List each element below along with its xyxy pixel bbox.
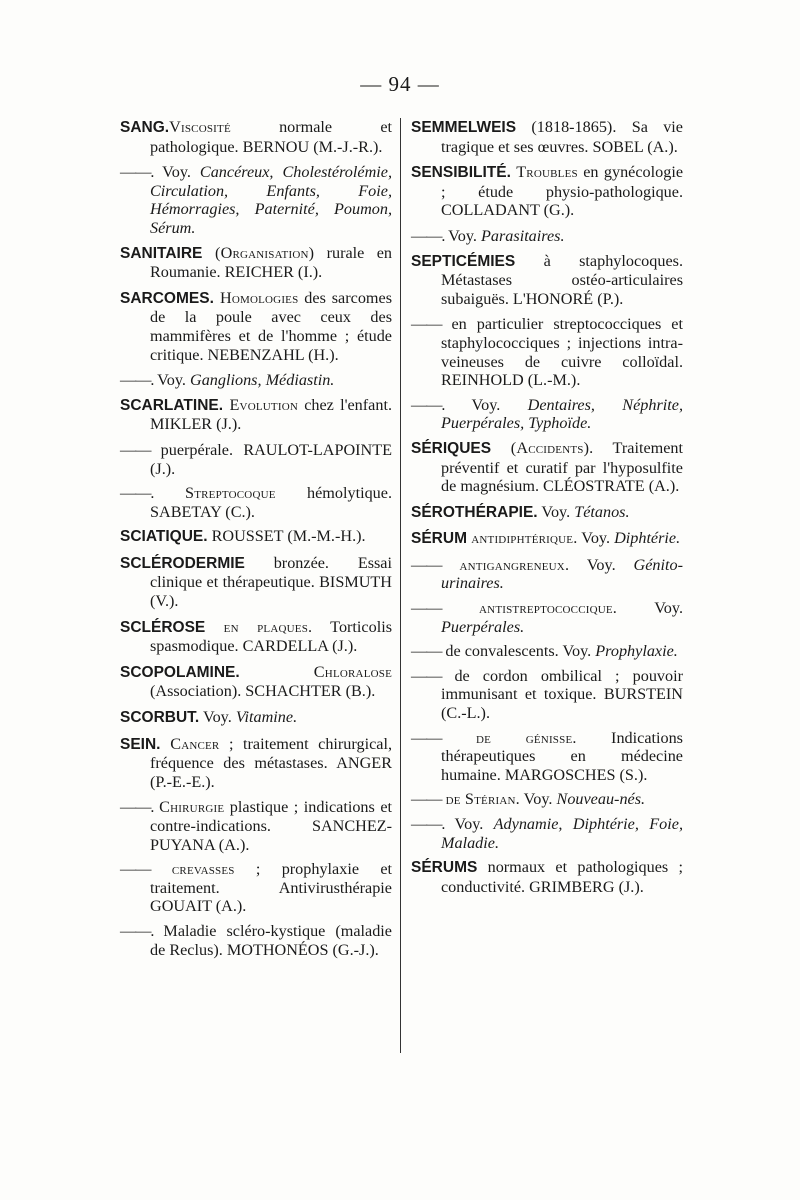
index-entry <box>411 163 683 220</box>
index-entry <box>120 118 392 156</box>
index-entry <box>120 922 392 959</box>
headword: SÉROTHÉRAPIE. <box>411 503 538 521</box>
continuation-dash: —— <box>411 315 442 334</box>
entry-text: Voy. <box>577 529 615 548</box>
index-entry <box>411 439 683 496</box>
continuation-dash: ——. <box>120 921 154 940</box>
index-entry <box>120 441 392 478</box>
index-entry <box>120 371 392 390</box>
index-entry <box>120 244 392 282</box>
small-caps-term: de Stérian. <box>441 790 520 809</box>
small-caps-term: antigangreneux. <box>441 555 570 574</box>
continuation-dash: ——. <box>411 226 445 245</box>
headword: SARCOMES. <box>120 289 214 307</box>
entry-text: Indications thérapeutiques en médecine humaine. MARGOSCHES (S.). <box>441 728 683 784</box>
entry-text: de convalescents. Voy. <box>441 642 596 661</box>
entry-text: Traitement préventif et curatif par l'hyposulfite de magnésium. CLÉOSTRATE (A.). <box>441 438 683 496</box>
headword: SCOPOLAMINE. <box>120 663 240 681</box>
index-entry <box>411 556 683 593</box>
right-column <box>411 118 683 903</box>
small-caps-term: crevasses <box>150 860 235 879</box>
small-caps-term: Troubles <box>510 163 578 182</box>
entry-text: Voy. <box>444 395 528 414</box>
index-entry <box>120 289 392 364</box>
continuation-dash: —— <box>411 666 442 685</box>
small-caps-term: en plaques. <box>205 617 313 636</box>
cross-reference: Prophylaxie. <box>595 642 678 661</box>
cross-reference: Cancéreux, Cholestérolémie, Circulation, Enfants, Foie, Hémorragies, Paternité, Poumon, Sérum. <box>150 163 393 237</box>
headword: SANG. <box>120 119 170 136</box>
entry-text: ; prophylaxie et traitement. Antivirusthérapie GOUAIT (A.). <box>150 860 392 916</box>
entry-text: en particulier streptococciques et staphylococciques ; injections intra-veineuses de cuivre colloïdal. REINHOLD (L.-M.). <box>441 315 683 390</box>
entry-text: hémolytique. SABETAY (C.). <box>150 484 392 521</box>
entry-text: Voy. <box>153 163 200 182</box>
headword: SCLÉRODERMIE <box>120 554 245 572</box>
entry-text: ; traitement chirurgical, fréquence des métastases. ANGER (P.-E.-E.). <box>150 734 392 791</box>
entry-text: puerpérale. RAULOT-LAPOINTE (J.). <box>150 440 392 478</box>
index-entry <box>411 503 683 523</box>
headword: SEPTICÉMIES <box>411 252 516 270</box>
small-caps-term: Chloralose <box>239 662 392 681</box>
entry-text: Voy. <box>199 708 236 727</box>
cross-reference: Adynamie, Diphtérie, Foie, Maladie. <box>441 815 683 852</box>
small-caps-term: (Organisation) <box>202 243 315 262</box>
entry-text: chez l'enfant. MIKLER (J.). <box>150 395 392 434</box>
entry-text: à staphylocoques. Métastases ostéo-articulaires subaiguës. L'HONORÉ (P.). <box>441 251 683 308</box>
index-entry <box>411 790 683 809</box>
headword: SCARLATINE. <box>120 396 224 414</box>
index-entry <box>411 642 683 661</box>
headword: SANITAIRE <box>120 244 203 262</box>
index-entry <box>120 618 392 656</box>
continuation-dash: ——. <box>120 798 154 817</box>
entry-text: Voy. <box>444 815 494 833</box>
small-caps-term: Cancer <box>160 734 220 753</box>
entry-text: Voy. <box>444 226 482 245</box>
cross-reference: Tétanos. <box>574 502 630 521</box>
small-caps-term: antidiphtérique. <box>466 529 578 548</box>
index-entry <box>120 708 392 728</box>
entry-text: Torticolis spasmodique. CARDELLA (J.). <box>150 617 392 656</box>
entry-text: normaux et pathologiques ; conductivité. GRIMBERG (J.). <box>441 858 683 896</box>
headword: SEMMELWEIS <box>411 119 517 136</box>
continuation-dash: —— <box>411 790 442 809</box>
entry-text: (Association). SCHACHTER (B.). <box>150 682 376 701</box>
entry-text: plastique ; indications et contre-indications. SANCHEZ-PUYANA (A.). <box>150 798 393 854</box>
index-entry <box>411 118 683 156</box>
entry-text: en gynécologie ; étude physio-pathologique. COLLADANT (G.). <box>441 163 684 220</box>
headword: SCIATIQUE. <box>120 528 208 546</box>
cross-reference: Diphtérie. <box>614 529 681 548</box>
headword: SÉRUMS <box>411 859 478 877</box>
headword: SCLÉROSE <box>120 618 206 636</box>
small-caps-term: (Accidents). <box>491 438 594 457</box>
column-divider <box>400 118 401 1053</box>
entry-text: de cordon ombilical ; pouvoir immunisant et toxique. BURSTEIN (C.-L.). <box>441 666 683 723</box>
left-column <box>120 118 392 965</box>
index-entry <box>120 163 392 237</box>
entry-text: rurale en Roumanie. REICHER (I.). <box>150 243 392 282</box>
cross-reference: Ganglions, Médiastin. <box>190 371 335 390</box>
entry-text: Voy. <box>537 502 575 521</box>
headword: SÉRUM <box>411 530 467 548</box>
small-caps-term: Chirurgie <box>153 798 225 817</box>
entry-text: normale et pathologique. BERNOU (M.-J.-R.). <box>150 118 392 156</box>
small-caps-term: antistreptococcique. <box>441 599 618 618</box>
continuation-dash: ——. <box>411 395 445 414</box>
entry-text: bronzée. Essai clinique et thérapeutique. BISMUTH (V.). <box>150 553 392 611</box>
continuation-dash: ——. <box>411 815 445 833</box>
index-entry <box>411 529 683 549</box>
small-caps-term: Streptocoque <box>153 484 276 503</box>
cross-reference: Parasitaires. <box>481 226 565 245</box>
small-caps-term: Viscosité <box>169 118 231 136</box>
headword: SÉRIQUES <box>411 439 492 457</box>
index-entry <box>411 227 683 246</box>
index-entry <box>411 729 683 785</box>
headword: SEIN. <box>120 735 161 753</box>
entry-text: Maladie scléro-kystique (maladie de Reclus). MOTHONÉOS (G.-J.). <box>150 921 392 959</box>
small-caps-term: Evolution <box>223 395 298 414</box>
continuation-dash: ——. <box>120 371 154 390</box>
entry-text: ROUSSET (M.-M.-H.). <box>207 527 366 546</box>
continuation-dash: —— <box>411 728 442 747</box>
index-entry <box>411 599 683 636</box>
index-entry <box>120 396 392 434</box>
entry-text: des sarcomes de la poule avec ceux des mammifères et de l'homme ; étude critique. NEBENZAHL (H.). <box>150 288 392 364</box>
continuation-dash: —— <box>120 440 151 459</box>
continuation-dash: —— <box>120 860 151 879</box>
cross-reference: Vitamine. <box>235 708 298 727</box>
entry-text: Voy. <box>153 371 191 390</box>
index-entry <box>120 860 392 916</box>
small-caps-term: Homologies <box>213 288 299 307</box>
index-entry <box>411 252 683 309</box>
continuation-dash: —— <box>411 599 442 618</box>
index-entry <box>411 396 683 433</box>
index-entry <box>120 735 392 792</box>
entry-text: Voy. <box>569 555 634 574</box>
headword: SENSIBILITÉ. <box>411 164 511 182</box>
index-entry <box>411 315 683 389</box>
entry-text: (1818-1865). Sa vie tragique et ses œuvres. SOBEL (A.). <box>441 118 683 156</box>
continuation-dash: ——. <box>120 163 154 182</box>
index-entry <box>411 858 683 896</box>
entry-text: Voy. <box>617 599 683 618</box>
cross-reference: Dentaires, Néphrite, Puerpérales, Typhoïde. <box>441 395 684 433</box>
entry-text: Voy. <box>519 790 557 809</box>
page-number: — 94 — <box>360 72 440 96</box>
small-caps-term: de génisse. <box>441 728 577 747</box>
continuation-dash: —— <box>411 555 442 574</box>
cross-reference: Nouveau-nés. <box>556 790 646 809</box>
index-entry <box>120 663 392 701</box>
headword: SCORBUT. <box>120 709 200 727</box>
continuation-dash: —— <box>411 642 442 661</box>
continuation-dash: ——. <box>120 484 154 503</box>
index-entry <box>411 667 683 723</box>
cross-reference: Génito-urinaires. <box>441 555 683 593</box>
index-entry <box>120 484 392 521</box>
index-entry <box>120 798 392 854</box>
index-entry <box>120 527 392 547</box>
index-entry <box>411 815 683 852</box>
cross-reference: Puerpérales. <box>441 617 525 636</box>
index-entry <box>120 554 392 611</box>
